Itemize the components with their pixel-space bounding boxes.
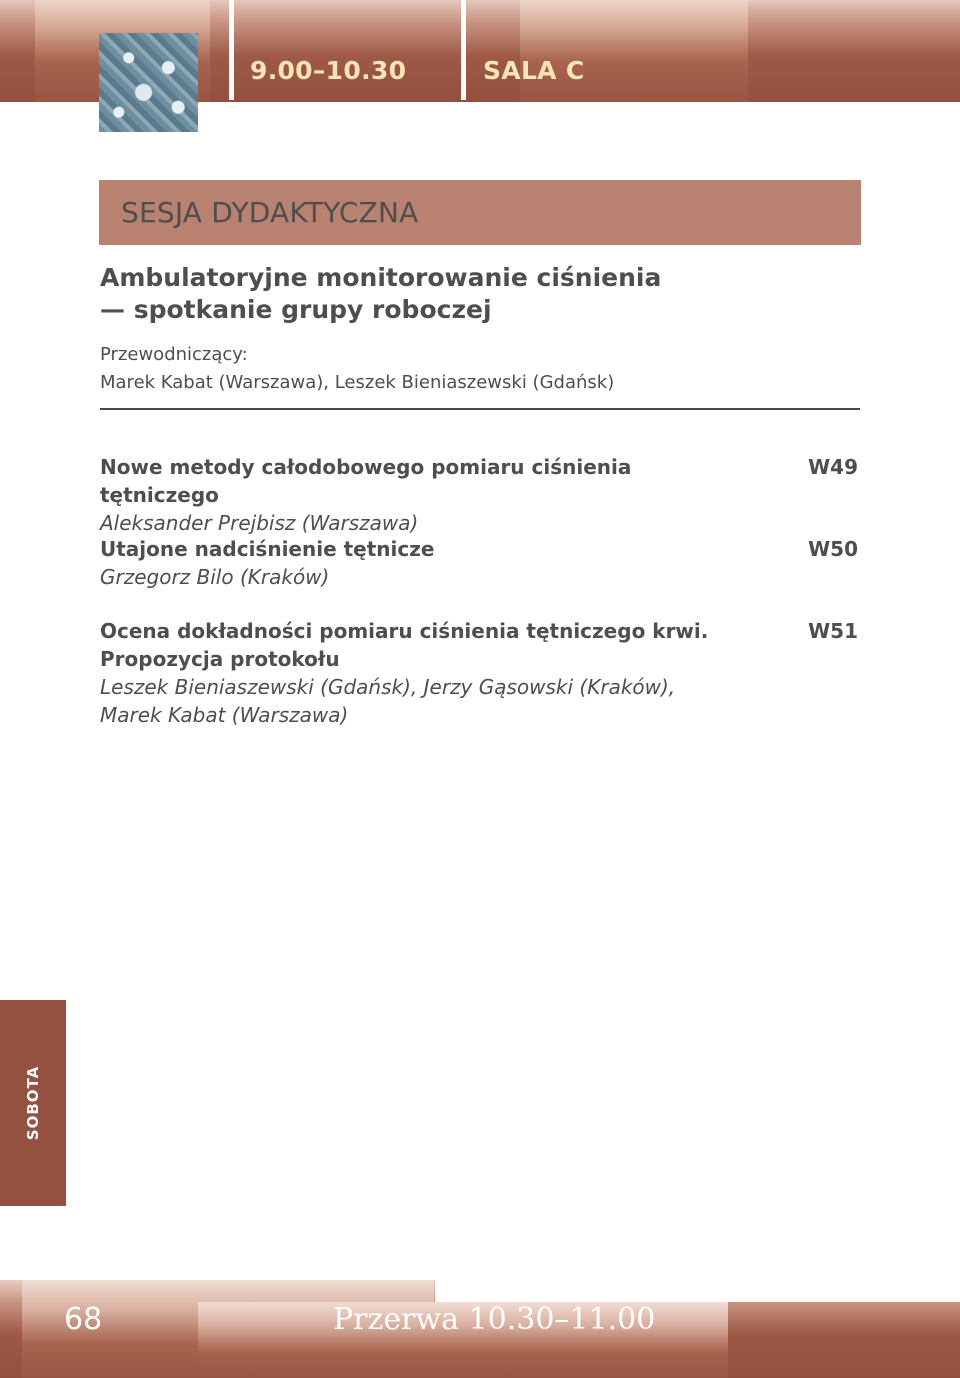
talk-code: W50 — [808, 537, 858, 561]
header-divider — [461, 0, 466, 100]
talk-title: Nowe metody całodobowego pomiaru ciśnienia tętniczego — [100, 455, 632, 507]
talk-title: Utajone nadciśnienie tętnicze — [100, 537, 435, 561]
session-topic-line: — spotkanie grupy roboczej — [100, 295, 492, 324]
chair-names: Marek Kabat (Warszawa), Leszek Bieniaszewski (Gdańsk) — [100, 372, 615, 393]
talk-item — [100, 617, 860, 729]
talk-authors — [100, 673, 740, 729]
session-title: SESJA DYDAKTYCZNA — [121, 196, 419, 229]
talk-code: W49 — [808, 455, 858, 479]
footer-band — [0, 1280, 960, 1378]
footer-white-strip — [435, 1280, 960, 1302]
divider-rule — [100, 408, 860, 410]
conference-logo-icon — [99, 33, 198, 132]
session-topic-line: Ambulatoryjne monitorowanie ciśnienia — [100, 263, 662, 292]
talk-authors-line: Marek Kabat (Warszawa) — [100, 703, 349, 727]
session-title-bar — [99, 180, 861, 245]
day-label: SOBOTA — [24, 1065, 42, 1141]
session-room: SALA C — [483, 56, 585, 85]
talk-item — [100, 535, 860, 591]
session-time: 9.00–10.30 — [250, 56, 407, 85]
talk-code: W51 — [808, 619, 858, 643]
talk-authors: Aleksander Prejbisz (Warszawa) — [100, 511, 419, 535]
talk-title-line: Propozycja protokołu — [100, 647, 340, 671]
header-divider — [229, 0, 234, 100]
day-side-tab — [0, 1000, 66, 1206]
page-number: 68 — [64, 1302, 103, 1337]
session-topic — [100, 262, 661, 326]
talk-authors-line: Leszek Bieniaszewski (Gdańsk), Jerzy Gąsowski (Kraków), — [100, 675, 676, 699]
talk-title-line: Ocena dokładności pomiaru ciśnienia tętniczego krwi. — [100, 619, 709, 643]
talk-item — [100, 453, 860, 537]
header-highlight — [520, 0, 748, 102]
talk-authors: Grzegorz Bilo (Kraków) — [100, 565, 330, 589]
break-notice: Przerwa 10.30–11.00 — [333, 1302, 656, 1337]
talk-title — [100, 617, 740, 673]
chair-label: Przewodniczący: — [100, 344, 248, 365]
